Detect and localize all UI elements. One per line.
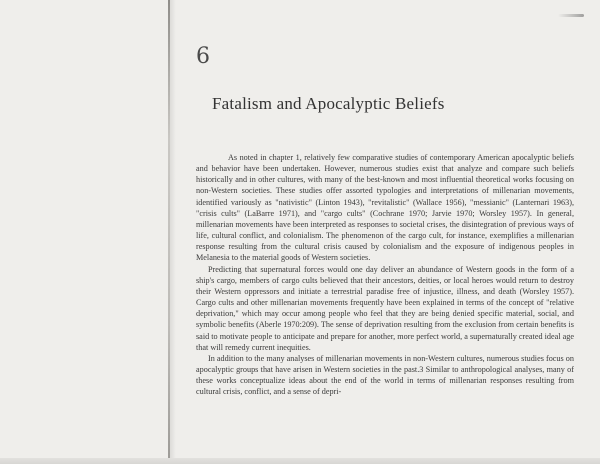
paragraph: Predicting that supernatural forces would one day deliver an abundance of Western goods in the form of a ship's cargo, members of cargo cults believed that their ancestors, deities, or local heroes would return to destroy their Western oppressors and initiate a terrestrial paradise free of injustice, illness, and death (Worsley 1957). Cargo cults and other millenarian movements frequently have been explained in terms of the concept of "relative deprivation," which may occur among people who feel that they are being denied specific material, social, and symbolic benefits (Aberle 1970:209). The sense of deprivation resulting from the exclusion from certain benefits is said to motivate people to anticipate and prepare for another, more perfect world, a supernaturally created ideal age that will remedy current inequities. xyxy=(196,264,574,352)
chapter-body xyxy=(196,152,574,397)
paragraph: As noted in chapter 1, relatively few comparative studies of contemporary American apocalyptic beliefs and behavior have been undertaken. However, numerous studies exist that analyze and compare such beliefs historically and in other cultures, with many of the best-known and most influential theoretical works focusing on non-Western societies. These studies offer assorted typologies and interpretations of millenarian movements, identified variously as "nativistic" (Linton 1943), "revitalistic" (Wallace 1956), "messianic" (Lanternari 1963), "crisis cults" (LaBarre 1971), and "cargo cults" (Cochrane 1970; Jarvie 1970; Worsley 1957). In general, millenarian movements have been interpreted as responses to societal crises, the disintegration of previous ways of life, cultural conflict, and colonialism. The phenomenon of the cargo cult, for instance, exemplifies a millenarian response resulting from the cultural crisis caused by colonialism and the exposure of indigenous peoples in Melanesia to the material goods of Western societies. xyxy=(196,153,574,263)
scan-artifact xyxy=(558,14,584,17)
chapter-title: Fatalism and Apocalyptic Beliefs xyxy=(212,94,445,113)
spine-shadow xyxy=(170,0,176,464)
chapter-number: 6 xyxy=(196,44,210,69)
paragraph: In addition to the many analyses of millenarian movements in non-Western cultures, numerous studies focus on apocalyptic groups that have arisen in Western societies in the past.3 Similar to anthropological analyses, many of these works conceptualize ideas about the end of the world in terms of millenarian responses resulting from cultural crisis, conflict, and a sense of depri- xyxy=(196,353,574,397)
page-bottom-edge xyxy=(0,458,600,464)
